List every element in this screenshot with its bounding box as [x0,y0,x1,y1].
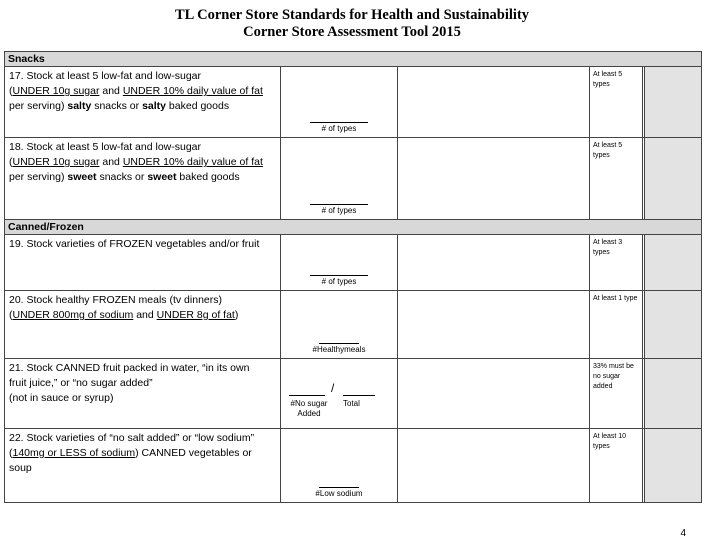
item-description [5,67,281,138]
criterion-sugar: UNDER 10g sugar [12,85,100,97]
section-row-canned [5,220,702,235]
table-row [5,359,702,429]
item-text: 20. Stock healthy FROZEN meals (tv dinners) [9,294,222,306]
score-cell[interactable] [645,235,702,291]
table-row [5,67,702,138]
item-text: baked goods [176,171,240,183]
and-text: and [99,156,123,168]
item-description [5,291,281,359]
table-row [5,235,702,291]
item-description [5,429,281,503]
blank-line [319,343,359,344]
item-text: 21. Stock CANNED fruit packed in water, “in its own [9,362,250,374]
blank-line [289,395,325,396]
standard-cell [590,359,643,429]
paren: ( [9,447,13,459]
section-header: Canned/Frozen [5,220,702,235]
count-cell[interactable] [281,291,398,359]
criterion-sodium: 140mg or LESS of sodium [12,447,136,459]
table-row [5,291,702,359]
ratio-cell[interactable] [281,359,398,429]
item-text: per serving) [9,100,68,112]
standard-cell [590,67,643,138]
item-text: (not in sauce or syrup) [9,392,114,404]
item-description [5,235,281,291]
criterion-fat: UNDER 10% daily value of fat [122,156,263,168]
score-cell[interactable] [645,291,702,359]
measure-label: #No sugar Added [290,399,328,418]
notes-cell[interactable] [398,67,590,138]
blank-line [343,395,375,396]
notes-cell[interactable] [398,235,590,291]
item-text: fruit juice,” or “no sugar added” [9,377,153,389]
standard-note: At least 3 types [593,239,623,256]
paren: ( [9,309,13,321]
table-row [5,429,702,503]
paren: ( [9,85,13,97]
page-subtitle: Corner Store Assessment Tool 2015 [243,24,461,40]
blank-line [310,204,368,205]
score-cell[interactable] [645,67,702,138]
item-text: snacks or [91,100,143,112]
page-number: 4 [680,528,686,539]
criterion-sugar: UNDER 10g sugar [12,156,100,168]
blank-line [319,487,359,488]
measure-label: # of types [321,277,357,286]
notes-cell[interactable] [398,429,590,503]
score-cell[interactable] [645,138,702,220]
section-header: Snacks [5,52,702,67]
standard-cell [590,429,643,503]
keyword: salty [142,100,167,112]
standard-cell [590,138,643,220]
section-row-snacks [5,52,702,67]
item-description [5,359,281,429]
measure-label: #Low sodium [315,489,363,498]
item-text: 19. Stock varieties of FROZEN vegetables and/or fruit [9,238,260,250]
criterion-fat: UNDER 8g of fat [156,309,235,321]
criterion-fat: UNDER 10% daily value of fat [122,85,263,97]
paren: ( [9,156,13,168]
count-cell[interactable] [281,138,398,220]
standard-cell [590,235,643,291]
item-description [5,138,281,220]
criterion-sodium: UNDER 800mg of sodium [12,309,134,321]
blank-line [310,275,368,276]
assessment-table [4,51,702,503]
standard-note: At least 5 types [593,71,623,88]
keyword: sweet [147,171,177,183]
ratio-slash: / [331,381,335,395]
measure-label: Total [343,399,360,408]
item-text: ) CANNED vegetables or [135,447,252,459]
count-cell[interactable] [281,235,398,291]
notes-cell[interactable] [398,359,590,429]
measure-label: # of types [321,124,357,133]
table-row [5,138,702,220]
item-text: 18. Stock at least 5 low-fat and low-sugar [9,141,202,153]
standard-note: At least 5 types [593,142,623,159]
item-text: baked goods [166,100,230,112]
notes-cell[interactable] [398,291,590,359]
notes-cell[interactable] [398,138,590,220]
count-cell[interactable] [281,67,398,138]
score-cell[interactable] [645,359,702,429]
item-text: snacks or [96,171,148,183]
measure-label: #Healthymeals [312,345,366,354]
keyword: sweet [67,171,97,183]
item-text: 17. Stock at least 5 low-fat and low-sugar [9,70,202,82]
and-text: and [99,85,123,97]
standard-note: At least 10 types [593,433,627,450]
standard-note: 33% must be no sugar added [593,363,634,390]
standard-note: At least 1 type [593,295,638,302]
item-text: 22. Stock varieties of “no salt added” or “low sodium” [9,432,255,444]
measure-label: # of types [321,206,357,215]
page-title: TL Corner Store Standards for Health and Sustainability [174,7,530,23]
keyword: salty [67,100,92,112]
paren: ) [234,309,239,321]
score-cell[interactable] [645,429,702,503]
blank-line [310,122,368,123]
item-text: soup [9,462,32,474]
item-text: per serving) [9,171,68,183]
and-text: and [133,309,157,321]
standard-cell [590,291,643,359]
count-cell[interactable] [281,429,398,503]
